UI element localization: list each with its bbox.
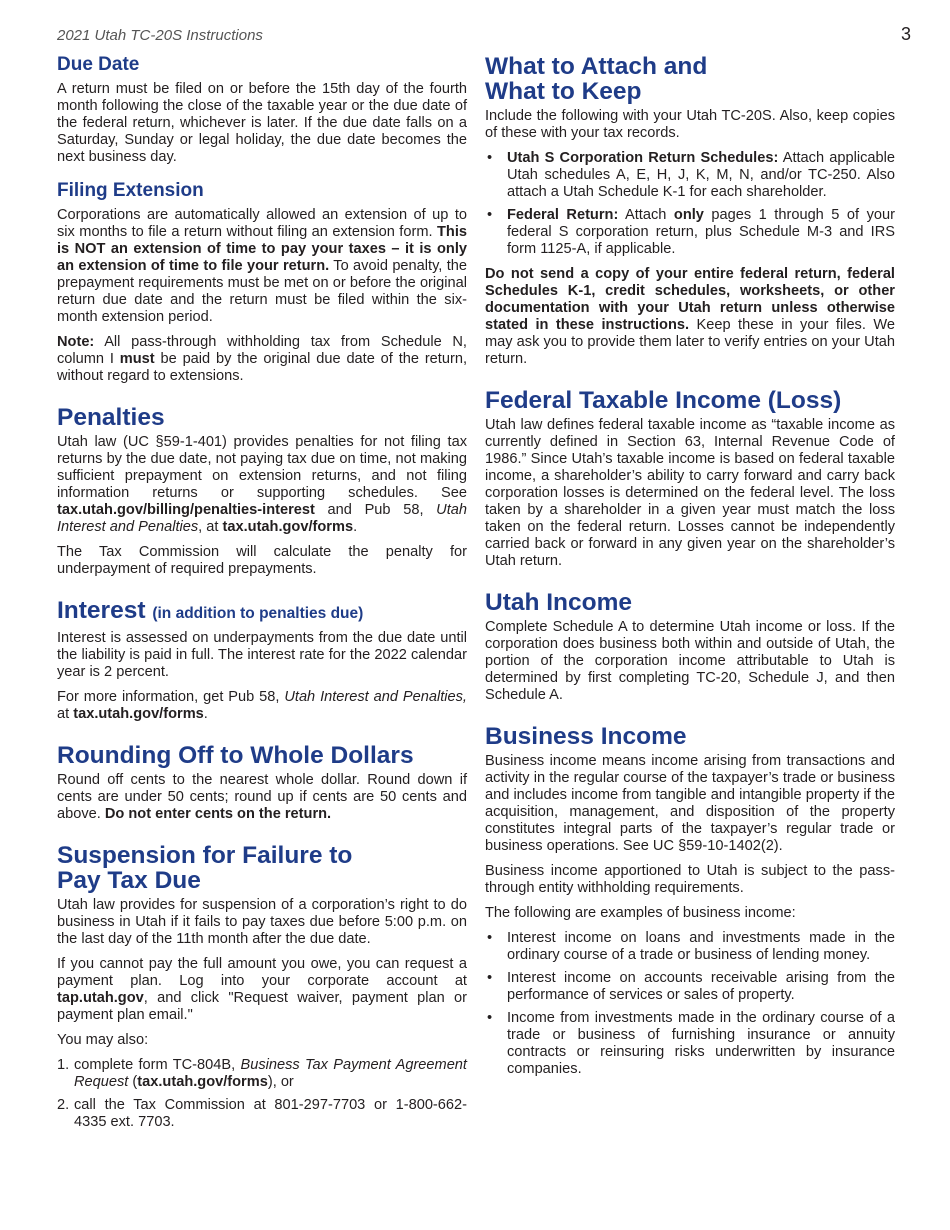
section-heading: Federal Taxable Income (Loss) xyxy=(485,387,842,414)
paragraph: Complete Schedule A to determine Utah income or loss. If the corporation does business both within and outside of Utah, the portion of the corporation income attributable to Utah is determined by first completing TC-20, Schedule J, and then Schedule A. xyxy=(485,619,895,703)
section-subheading: (in addition to penalties due) xyxy=(152,605,364,622)
section-heading: Suspension for Failure to Pay Tax Due xyxy=(57,842,353,894)
section-what-to-attach xyxy=(485,54,895,368)
section-business-income xyxy=(485,724,895,1078)
page-number: 3 xyxy=(900,24,911,44)
paragraph: The Tax Commission will calculate the penalty for underpayment of required prepayments. xyxy=(57,544,467,577)
bullet-list xyxy=(485,150,895,258)
list-item: • Income from investments made in the ordinary course of a trade or business of furnishing insurance or annuity contracts or reinsuring risks underwritten by insurance companies. xyxy=(487,1010,895,1077)
paragraph: Do not send a copy of your entire federal return, federal Schedules K-1, credit schedules, worksheets, or other documentation with your Utah return unless otherwise stated in these instructions. Keep these in your files. We may ask you to provide them later to verify entries on your Utah return. xyxy=(485,266,895,367)
paragraph: Business income apportioned to Utah is subject to the pass-through entity withholding requirements. xyxy=(485,863,895,896)
list-item: • Interest income on loans and investments made in the ordinary course of a trade or business of lending money. xyxy=(487,930,895,963)
paragraph: You may also: xyxy=(57,1032,149,1048)
section-filing-extension xyxy=(57,180,467,385)
list-item: 2. call the Tax Commission at 801-297-7703 or 1-800-662-4335 ext. 7703. xyxy=(57,1097,467,1130)
paragraph: Include the following with your Utah TC-20S. Also, keep copies of these with your tax records. xyxy=(485,108,895,141)
link-penalties-interest[interactable]: tax.utah.gov/billing/penalties-interest xyxy=(57,502,315,518)
section-heading: Rounding Off to Whole Dollars xyxy=(57,742,414,769)
note-paragraph: Note: All pass-through withholding tax from Schedule N, column I must be paid by the original due date of the return, without regard to extensions. xyxy=(57,334,467,384)
link-forms[interactable]: tax.utah.gov/forms xyxy=(137,1074,268,1090)
bullet-icon: • xyxy=(487,1010,493,1026)
paragraph: Utah law provides for suspension of a corporation’s right to do business in Utah if it fails to pay taxes due before 5:00 p.m. on the last day of the 11th month after the due date. xyxy=(57,897,467,947)
running-head: 2021 Utah TC-20S Instructions xyxy=(57,27,263,44)
bullet-list xyxy=(485,930,895,1078)
section-penalties xyxy=(57,405,467,578)
section-suspension xyxy=(57,843,467,1131)
section-rounding xyxy=(57,743,467,823)
paragraph: For more information, get Pub 58, Utah Interest and Penalties, at tax.utah.gov/forms. xyxy=(57,689,467,722)
paragraph: Utah law defines federal taxable income as “taxable income as currently defined in Section 63, Internal Revenue Code of 1986.” Since Utah’s taxable income is based on federal taxable income, a shareholder’s ability to carry forward and carry back corporation losses is determined on the federal level. The loss taken by a shareholder in a given year must match the loss taken on the federal return. Losses cannot be independently carried back or forward in any given year on the shareholder’s Utah return. xyxy=(485,417,895,569)
right-column xyxy=(485,54,895,1086)
link-forms[interactable]: tax.utah.gov/forms xyxy=(222,519,354,535)
bullet-icon: • xyxy=(487,150,493,166)
link-tap[interactable]: tap.utah.gov xyxy=(57,990,144,1006)
list-item: • Federal Return: Attach only pages 1 through 5 of your federal S corporation return, plus Schedule M-3 and IRS form 1125-A, if applicable. xyxy=(487,207,895,257)
paragraph: Business income means income arising from transactions and activity in the regular course of the taxpayer’s trade or business and includes income from tangible and intangible property if the acquisition, management, and disposition of the property constitutes integral parts of the taxpayer’s regular trade or business operations. See UC §59-10-1402(2). xyxy=(485,753,895,854)
section-heading: Utah Income xyxy=(485,589,633,616)
bullet-icon: • xyxy=(487,930,493,946)
section-heading: What to Attach and What to Keep xyxy=(485,53,708,105)
paragraph: Interest is assessed on underpayments from the due date until the liability is paid in full. The interest rate for the 2022 calendar year is 2 percent. xyxy=(57,630,467,680)
section-due-date xyxy=(57,54,467,166)
bullet-icon: • xyxy=(487,207,493,223)
section-heading: Due Date xyxy=(57,54,140,75)
section-heading: Filing Extension xyxy=(57,180,204,201)
left-column xyxy=(57,54,467,1137)
section-heading: Interest (in addition to penalties due) xyxy=(57,597,364,624)
paragraph: Utah law (UC §59-1-401) provides penalties for not filing tax returns by the due date, not paying tax due on time, not making sufficient prepayment on extension returns, and not filing information returns or supporting schedules. See tax.utah.gov/billing/penalties-interest and Pub 58, Utah Interest and Penalties, at tax.utah.gov/forms. xyxy=(57,434,467,535)
list-item: • Interest income on accounts receivable arising from the performance of services or sales of property. xyxy=(487,970,895,1003)
paragraph: If you cannot pay the full amount you owe, you can request a payment plan. Log into your corporate account at tap.utah.gov, and click "Request waiver, payment plan or payment plan email." xyxy=(57,956,467,1023)
numbered-list xyxy=(57,1057,467,1131)
section-interest xyxy=(57,598,467,723)
section-heading: Penalties xyxy=(57,404,165,431)
link-forms[interactable]: tax.utah.gov/forms xyxy=(73,706,204,722)
section-heading: Business Income xyxy=(485,723,687,750)
list-item: • Utah S Corporation Return Schedules: Attach applicable Utah schedules A, E, H, J, K, M, N, and/or TC-250. Also attach a Utah Schedule K-1 for each shareholder. xyxy=(487,150,896,200)
section-federal-taxable-income xyxy=(485,388,895,570)
paragraph: A return must be filed on or before the 15th day of the fourth month following the close of the taxable year or the due date of the federal return, whichever is later. If the due date falls on a Saturday, Sunday or legal holiday, the due date becomes the next business day. xyxy=(57,81,467,165)
section-utah-income xyxy=(485,590,895,704)
list-item: 1. complete form TC-804B, Business Tax Payment Agreement Request (tax.utah.gov/forms), or xyxy=(57,1057,467,1090)
paragraph: Round off cents to the nearest whole dollar. Round down if cents are under 50 cents; round up if cents are 50 cents and above. Do not enter cents on the return. xyxy=(57,772,467,822)
bullet-icon: • xyxy=(487,970,493,986)
paragraph: The following are examples of business income: xyxy=(485,905,796,921)
paragraph: Corporations are automatically allowed an extension of up to six months to file a return without filing an extension form. This is NOT an extension of time to pay your taxes – it is only an extension of time to file your return. To avoid penalty, the prepayment requirements must be met on or before the original return due date and the return must be filed within the six-month extension period. xyxy=(57,207,467,325)
